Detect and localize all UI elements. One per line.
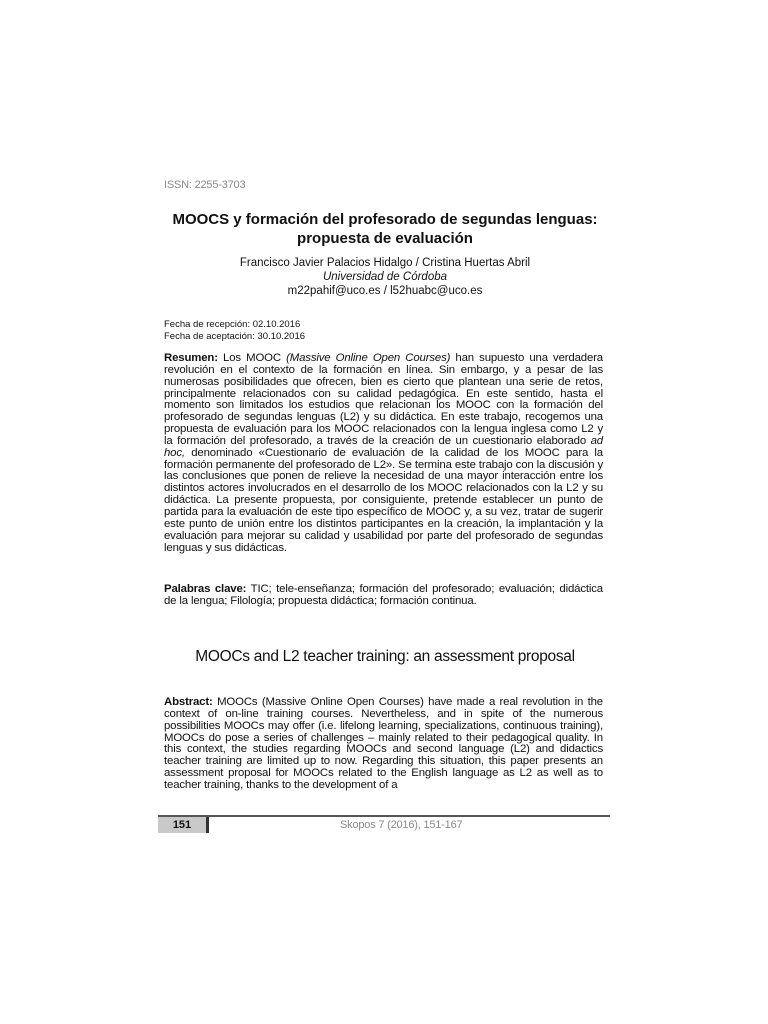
- author-emails: m22pahif@uco.es / l52huabc@uco.es: [287, 285, 483, 297]
- english-title: MOOCs and L2 teacher training: an assessment proposal: [195, 648, 575, 665]
- paper-title-line-2: propuesta de evaluación: [297, 230, 473, 247]
- resumen-label: Resumen:: [164, 352, 218, 364]
- journal-citation: Skopos 7 (2016), 151-167: [340, 819, 463, 831]
- paper-title-line-1: MOOCS y formación del profesorado de segundas lenguas:: [172, 211, 598, 228]
- author-institution: Universidad de Córdoba: [322, 271, 448, 283]
- abstract-paragraph: [164, 697, 603, 792]
- accepted-date: Fecha de aceptación: 30.10.2016: [164, 331, 306, 342]
- author-block: [160, 256, 610, 298]
- keywords-text: TIC; tele-enseñanza; formación del profesorado; evaluación; didáctica de la lengua; Filología; propuesta didáctica; formación continua.: [164, 583, 603, 607]
- resumen-italic-2: ad hoc,: [164, 434, 603, 459]
- resumen-text-3: denominado «Cuestionario de evaluación de la calidad de los MOOC para la formación permanente del profesorado de L2». Se termina este trabajo con la discusión y las conclusiones que ponen de relieve la necesidad de una mayor interacción entre los distintos actores involucrados en el desarrollo de los MOOC relacionados con la L2 y su didáctica. La presente propuesta, por consiguiente, pretende establecer un punto de partida para la evaluación de este tipo específico de MOOC y, a su vez, tratar de sugerir este punto de unión entre los distintos participantes en la creación, la implantación y la evaluación para mejorar su calidad y usabilidad por parte del profesorado de segundas lenguas y sus didácticas.: [164, 446, 603, 554]
- author-names: Francisco Javier Palacios Hidalgo / Cristina Huertas Abril: [239, 257, 531, 269]
- submission-dates: [164, 319, 305, 343]
- issn-label: ISSN: 2255-3703: [164, 179, 246, 191]
- keywords-paragraph: [164, 584, 603, 608]
- resumen-italic-1: (Massive Online Open Courses): [286, 352, 451, 364]
- page-number: 151: [158, 817, 209, 833]
- abstract-label: Abstract:: [164, 696, 213, 708]
- keywords-label: Palabras clave:: [164, 583, 247, 595]
- resumen-text-1: Los MOOC: [217, 352, 287, 364]
- resumen-paragraph: [164, 353, 603, 554]
- abstract-text: MOOCs (Massive Online Open Courses) have made a real revolution in the context of on-line training courses. Nevertheless, and in spite of the numerous possibilities MOOCs may offer (i.e. lifelong learning, specializations, continuous training), MOOCs do pose a series of challenges – mainly related to their pedagogical quality. In this context, the studies regarding MOOCs and second language (L2) and didactics teacher training are limited up to now. Regarding this situation, this paper presents an assessment proposal for MOOCs related to the English language as L2 as well as to teacher training, thanks to the development of a: [164, 696, 603, 791]
- paper-title: [160, 210, 610, 248]
- resumen-text-2: han supuesto una verdadera revolución en el contexto de la formación en línea. Sin embargo, y a pesar de las numerosas posibilidades que ofrecen, bien es cierto que plantean una serie de retos, principalmente relacionados con su calidad pedagógica. En este sentido, hasta el momento son limitados los estudios que relacionan los MOOC con la formación del profesorado de segundas lenguas (L2) y su didáctica. En este trabajo, recogemos una propuesta de evaluación para los MOOC relacionados con la lengua inglesa como L2 y la formación del profesorado, a través de la creación de un cuestionario elaborado: [164, 352, 603, 447]
- footer-rule: [158, 815, 610, 817]
- received-date: Fecha de recepción: 02.10.2016: [164, 319, 301, 330]
